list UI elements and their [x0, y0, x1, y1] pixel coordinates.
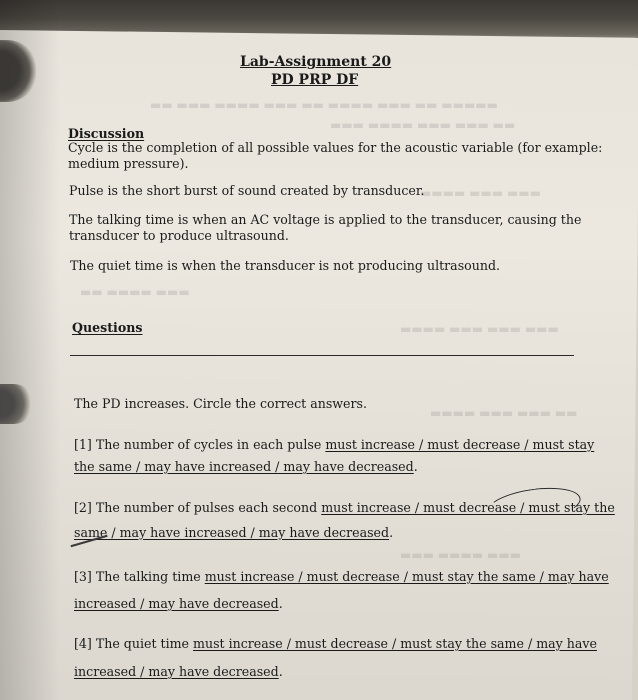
discussion-cycle-line2: medium pressure).	[68, 156, 189, 171]
question-1-line1	[74, 437, 594, 452]
bleed-through-text: ▬▬▬▬ ▬▬▬ ▬▬▬ ▬▬▬	[400, 322, 559, 336]
bleed-through-text: ▬▬ ▬▬▬▬ ▬▬▬	[80, 285, 190, 299]
question-4-options-a[interactable]: must increase / must decrease / must stay the same / may have	[193, 636, 597, 651]
question-3-line2	[74, 596, 283, 611]
question-3-prefix: [3] The talking time	[74, 569, 205, 584]
question-3-line1	[74, 569, 609, 584]
question-2-prefix: [2] The number of pulses each second	[74, 500, 322, 515]
question-1-options-b[interactable]: the same / may have increased / may have decreased	[74, 459, 414, 474]
bleed-through-text: ▬▬▬▬ ▬▬▬ ▬▬▬ ▬▬	[430, 406, 578, 420]
question-2-options-b[interactable]: same / may have increased / may have decreased	[74, 525, 390, 540]
question-1-period: .	[413, 459, 418, 474]
question-4-line2	[74, 664, 283, 679]
question-4-period: .	[278, 664, 283, 679]
questions-intro: The PD increases. Circle the correct answers.	[74, 396, 367, 411]
question-2-options-a[interactable]: must increase / must decrease / must stay the	[321, 500, 615, 515]
question-1-prefix: [1] The number of cycles in each pulse	[74, 437, 326, 452]
discussion-quiet: The quiet time is when the transducer is not producing ultrasound.	[70, 258, 501, 273]
discussion-heading: Discussion	[68, 126, 145, 141]
question-4-prefix: [4] The quiet time	[74, 636, 194, 651]
question-3-options-a[interactable]: must increase / must decrease / must stay the same / may have	[204, 569, 609, 584]
question-2-period: .	[389, 525, 394, 540]
questions-heading: Questions	[72, 320, 143, 335]
question-4-options-b[interactable]: increased / may have decreased	[74, 664, 279, 679]
question-1-options-a[interactable]: must increase / must decrease / must stay	[325, 437, 595, 452]
question-3-period: .	[278, 596, 283, 611]
page-title: Lab-Assignment 20	[240, 54, 392, 70]
bleed-through-text: ▬▬▬▬ ▬▬▬ ▬▬▬	[420, 186, 542, 200]
pen-circle-mark	[485, 483, 583, 528]
section-divider	[70, 355, 574, 356]
question-2-line2	[74, 525, 393, 540]
question-4-line1	[74, 636, 597, 651]
question-1-line2	[74, 459, 418, 474]
discussion-cycle-line1: Cycle is the completion of all possible values for the acoustic variable (for example:	[68, 140, 603, 155]
bleed-through-text: ▬▬▬ ▬▬▬▬ ▬▬▬	[400, 548, 522, 562]
discussion-pulse: Pulse is the short burst of sound created by transducer.	[69, 183, 425, 198]
question-3-options-b[interactable]: increased / may have decreased	[74, 596, 279, 611]
page-subtitle: PD PRP DF	[271, 72, 359, 88]
discussion-talking-line1: The talking time is when an AC voltage is applied to the transducer, causing the	[69, 212, 582, 227]
bleed-through-text: ▬▬ ▬▬▬ ▬▬▬▬ ▬▬▬ ▬▬ ▬▬▬▬ ▬▬▬ ▬▬ ▬▬▬▬▬	[150, 98, 498, 112]
bleed-through-text: ▬▬▬ ▬▬▬▬ ▬▬▬ ▬▬▬ ▬▬	[330, 118, 516, 132]
discussion-talking-line2: transducer to produce ultrasound.	[69, 228, 289, 243]
